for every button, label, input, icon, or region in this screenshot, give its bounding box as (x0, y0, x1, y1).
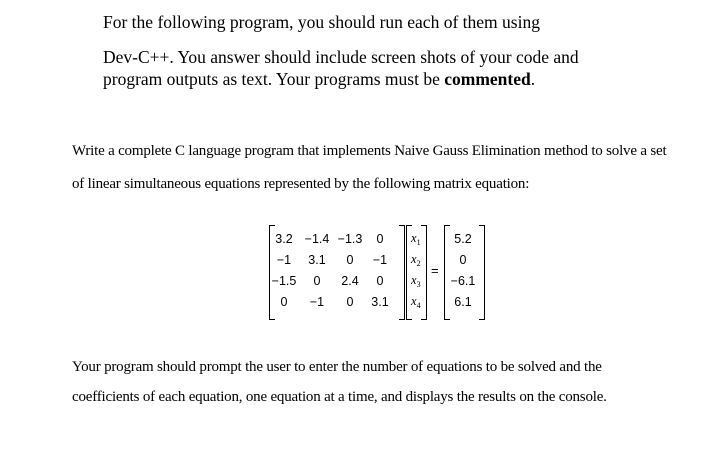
rhs-right-bracket (479, 225, 485, 320)
variable-x4 (411, 293, 421, 314)
equals-sign: = (431, 263, 439, 278)
matrix-cell: 3.2 (275, 232, 293, 246)
matrix-cell: −1 (372, 253, 388, 267)
variable-subscript: 1 (416, 238, 421, 247)
matrix-right-bracket (399, 225, 405, 320)
matrix-cell: −1.4 (304, 232, 330, 246)
instructions-line-3-text: program outputs as text. Your programs must be (103, 69, 445, 89)
prompt-line-2: coefficients of each equation, one equation at a time, and displays the results on the console. (72, 389, 607, 405)
variable-x2 (411, 251, 421, 272)
matrix-cell: 0 (346, 295, 354, 309)
variable-letter: x (411, 231, 417, 245)
instructions-line-1: For the following program, you should run each of them using (103, 12, 540, 32)
matrix-cell: 0 (346, 253, 354, 267)
matrix-cell: 0 (280, 295, 288, 309)
rhs-cell: −6.1 (450, 274, 476, 288)
vector-right-bracket (421, 225, 427, 320)
rhs-cell: 6.1 (454, 295, 472, 309)
problem-line-2: of linear simultaneous equations represented by the following matrix equation: (72, 176, 530, 192)
variable-subscript: 2 (416, 259, 421, 268)
rhs-cell: 0 (459, 253, 467, 267)
matrix-cell: −1 (309, 295, 325, 309)
prompt-line-1: Your program should prompt the user to enter the number of equations to be solved and the (72, 359, 602, 375)
matrix-cell: −1.5 (271, 274, 297, 288)
variable-letter: x (411, 294, 417, 308)
matrix-cell: −1 (276, 253, 292, 267)
commented-emphasis: commented (444, 69, 531, 89)
variable-letter: x (411, 273, 417, 287)
instructions-line-2: Dev-C++. You answer should include screen shots of your code and (103, 47, 579, 67)
variable-x3 (411, 272, 421, 293)
matrix-cell: 2.4 (341, 274, 359, 288)
matrix-cell: 3.1 (371, 295, 389, 309)
instructions-line-3 (103, 68, 535, 90)
problem-line-1: Write a complete C language program that implements Naive Gauss Elimination method to solve a set (72, 143, 667, 159)
variable-subscript: 4 (416, 301, 421, 310)
matrix-cell: 3.1 (308, 253, 326, 267)
rhs-cell: 5.2 (454, 232, 472, 246)
variable-letter: x (411, 252, 417, 266)
matrix-cell: −1.3 (337, 232, 363, 246)
matrix-cell: 0 (376, 232, 384, 246)
matrix-cell: 0 (313, 274, 321, 288)
variable-subscript: 3 (416, 280, 421, 289)
instructions-line-3-period: . (530, 69, 536, 89)
matrix-cell: 0 (376, 274, 384, 288)
variable-x1 (411, 230, 421, 251)
